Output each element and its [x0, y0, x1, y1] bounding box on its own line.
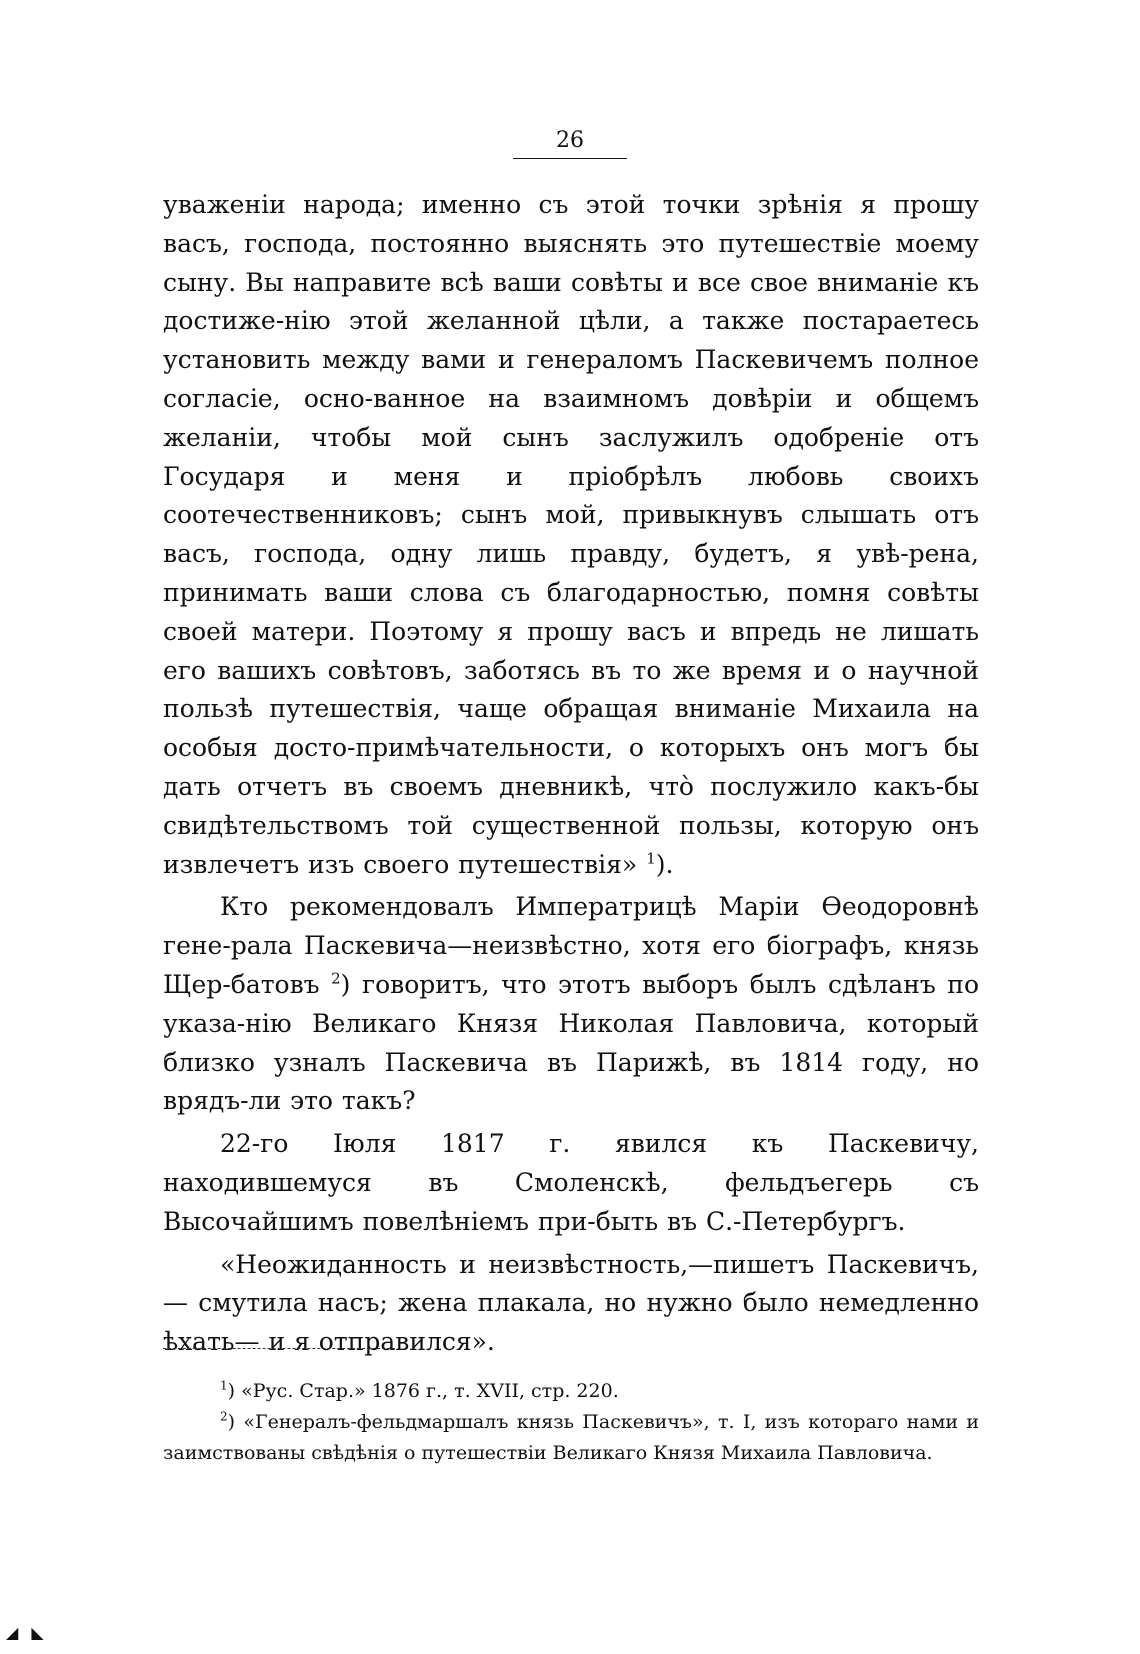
footnote-ref-2[interactable]: 2: [331, 969, 341, 988]
page-number: 26: [513, 128, 627, 159]
footnote-2: [163, 1407, 979, 1469]
footnote-mark: 1: [220, 1378, 228, 1393]
paragraph-text: Кто рекомендовалъ Императрицѣ Маріи Ѳеодоровнѣ гене-рала Паскевича—неизвѣстно, хотя его біографъ, князь Щер-батовъ: [163, 892, 979, 999]
footnotes: [163, 1376, 979, 1469]
footnote-1: [163, 1376, 979, 1407]
footnote-ref-1[interactable]: 1: [646, 849, 656, 868]
footnote-text: ) «Рус. Стар.» 1876 г., т. XVII, стр. 220.: [227, 1380, 619, 1402]
paragraph-quote-paskevich: «Неожиданность и неизвѣстность,—пишетъ Паскевичъ,— смутила насъ; жена плакала, но нужно было немедленно ѣхать— и я отправился».: [163, 1249, 979, 1357]
scan-corner-mark: ◢ ◣: [6, 1623, 48, 1642]
paragraph-recommendation: [163, 888, 979, 1121]
body-text: [163, 186, 979, 1362]
ref-closing: ): [340, 969, 351, 999]
paragraph-text: говоритъ, что этотъ выборъ былъ сдѣланъ по указа-нію Великаго Князя Николая Павловича, который близко узналъ Паскевича въ Парижѣ, въ 1814 году, но врядъ-ли это такъ?: [163, 969, 980, 1116]
footnote-mark: 2: [220, 1409, 228, 1424]
paragraph-text: уваженіи народа; именно съ этой точки зрѣнія я прошу васъ, господа, постоянно выяснять это путешествіе моему сыну. Вы направите всѣ ваши совѣты и все свое вниманіе къ достиже-нію этой желанной цѣли, а также постараетесь установить между вами и генераломъ Паскевичемъ полное согласіе, осно-ванное на взаимномъ довѣріи и общемъ желаніи, чтобы мой сынъ заслужилъ одобреніе отъ Государя и меня и пріобрѣлъ любовь своихъ соотечественниковъ; сынъ мой, привыкнувъ слышать отъ васъ, господа, одну лишь правду, будетъ, я увѣ-рена, принимать ваши слова съ благодарностью, помня совѣты своей матери. Поэтому я прошу васъ и впредь не лишать его вашихъ совѣтовъ, заботясь въ то же время и о научной пользѣ путешествія, чаще обращая вниманіе Михаила на особыя досто-примѣчательности, о которыхъ онъ могъ бы дать отчетъ въ своемъ дневникѣ, что̀ послужило какъ-бы свидѣтельствомъ той существенной пользы, которую онъ извлечетъ изъ своего путешествія»: [163, 190, 979, 879]
footnote-text: ) «Генералъ-фельдмаршалъ князь Паскевичъ», т. I, изъ котораго нами и заимствованы свѣдѣнія о путешествіи Великаго Князя Михаила Павловича.: [163, 1411, 979, 1464]
footnote-separator: [163, 1348, 395, 1349]
ref-closing: ).: [655, 849, 674, 879]
paragraph-courier: 22-го Іюля 1817 г. явился къ Паскевичу, находившемуся въ Смоленскѣ, фельдъегерь съ Высочайшимъ повелѣніемъ при-быть въ С.-Петербургъ.: [163, 1129, 979, 1236]
paragraph-letter-quote: [163, 186, 979, 884]
